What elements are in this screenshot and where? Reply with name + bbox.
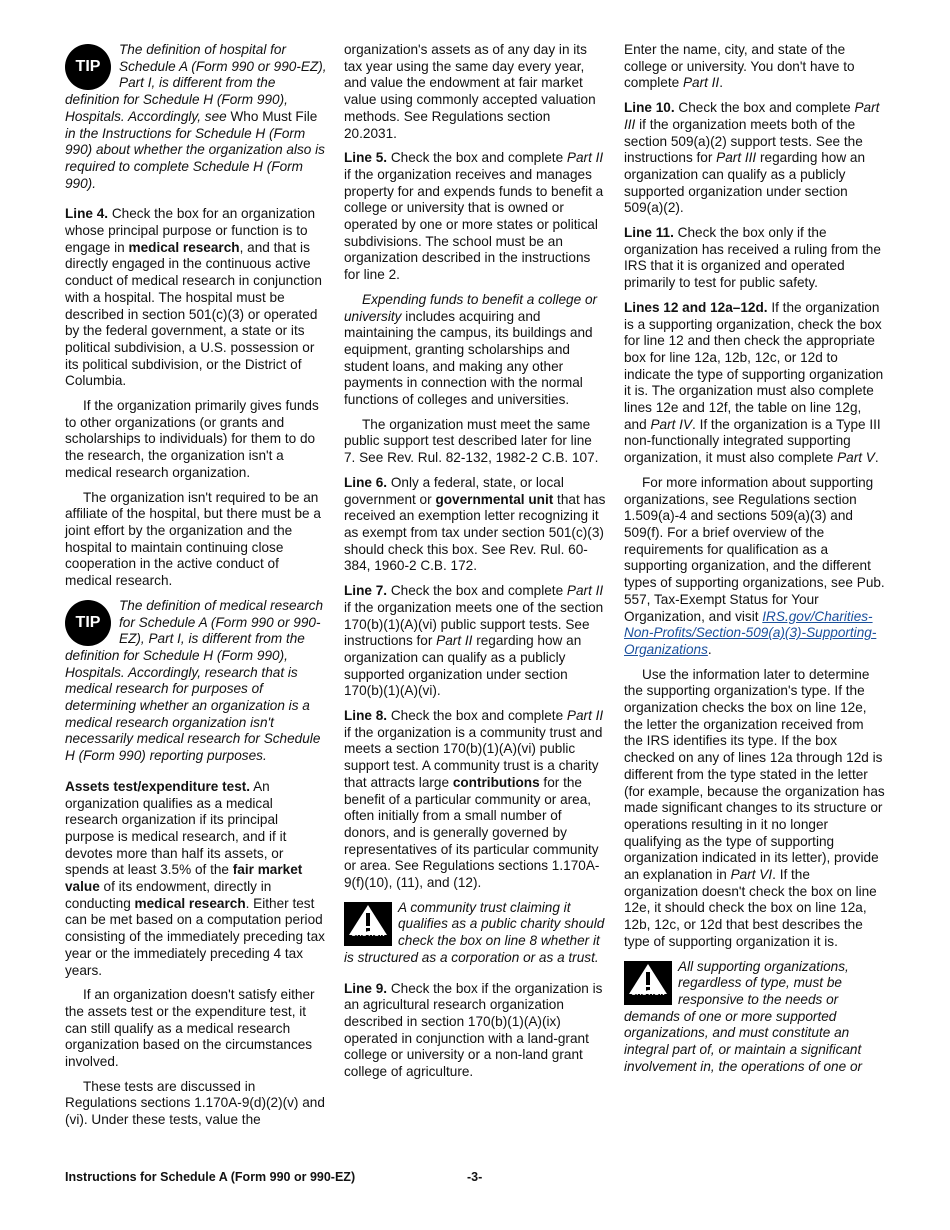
paragraph: These tests are discussed in Regulations sections 1.170A-9(d)(2)(v) and (vi). Under these tests, value the [65, 1078, 325, 1128]
line-11-paragraph: Line 11. Check the box only if the organization has received a ruling from the IRS that it is organized and operated primarily to test for public safety. [624, 225, 881, 291]
assets-test-paragraph: Assets test/expenditure test. An organization qualifies as a medical research organization if its principal purpose is medical research, and if it devotes more than half its assets, or spends at least 3.5% of the fair market value of its endowment, directly in conducting medical research. Either test can be met based on a computation period consisting of the immediately preceding tax year or the immediately preceding 4 tax years. [65, 778, 325, 978]
tip-icon: TIP [65, 44, 113, 88]
paragraph: organization's assets as of any day in its tax year using the same day every year, and value the endowment at fair market value using commonly accepted valuation methods. See Regulations section 20.2031. [344, 42, 596, 141]
line-4-paragraph: Line 4. Check the box for an organization whose principal purpose or function is to engage in medical research, and that is directly engaged in the continuous active conduct of medical research in conjunction with a hospital. The hospital must be described in section 501(c)(3) or operated by the federal government, a state or its political subdivision, a U.S. possession or its political subdivision, or the District of Columbia. [65, 206, 322, 389]
page-number: -3- [467, 1170, 483, 1184]
irs-supporting-organizations-link[interactable]: IRS.gov/Charities-Non-Profits/Section-509(a)(3)-Supporting-Organizations [624, 608, 877, 657]
footer-title: Instructions for Schedule A (Form 990 or 990-EZ) [65, 1170, 356, 1184]
paragraph: The organization must meet the same public support test described later for line 7. See Rev. Rul. 82-132, 1982-2 C.B. 107. [344, 416, 599, 466]
tip-note-medical-research: TIP The definition of medical research for Schedule A (Form 990 or 990-EZ), Part I, is different from the definition for Schedule H (Form 990), Hospitals. Accordingly, research that is medical research for purposes of determining whether an organization is a medical research organization isn't necessarily medical research for Schedule H (Form 990) reporting purposes. [65, 597, 324, 764]
column-3 [624, 42, 886, 1083]
caution-icon: CAUTION [624, 961, 672, 1001]
caution-note-community-trust: CAUTION A community trust claiming it qualifies as a public charity should check the box on line 8 whether it is structured as a corporation or as a trust. [344, 899, 605, 965]
caution-icon: CAUTION [344, 902, 392, 942]
column-1 [65, 42, 327, 1137]
paragraph: If the organization primarily gives funds to other organizations (or grants and scholarships to individuals) for them to do the research, the organization isn't a medical research organization. [65, 398, 319, 480]
line-6-paragraph: Line 6. Only a federal, state, or local government or governmental unit that has received an exemption letter recognizing it as exempt from tax under section 501(c)(3) should check this box. See Rev. Rul. 60-384, 1960-2 C.B. 172. [344, 474, 606, 574]
paragraph: Use the information later to determine the supporting organization's type. If the organization checks the box on line 12e, the letter the organization received from the IRS identifies its type. If the box checked on any of lines 12a through 12d is different from the type stated in the letter (for example, because the organization has made significant changes to its structure or operations resulting in it no longer qualifying as the type of supporting organization indicated in its letter), provide an explanation in Part VI. If the organization doesn't check the box on line 12e, it should check the box on line 12a, 12b, 12c, or 12d that best describes the type of supporting organization it is. [624, 666, 885, 949]
paragraph: Expending funds to benefit a college or university includes acquiring and maintaining the campus, its buildings and equipment, granting scholarships and student loans, and making any other payments in connection with the normal functions of colleges and universities. [344, 291, 598, 408]
paragraph: For more information about supporting organizations, see Regulations section 1.509(a)-4 and sections 509(a)(3) and 509(f). For a brief overview of the requirements for qualification as a supporting organization, and the different types of supporting organizations, see Pub. 557, Tax-Exempt Status for Your Organization, and visit IRS.gov/Charities-Non-Profits/Section-509(a)(3)-Supporting-Organizations. [624, 474, 885, 657]
line-5-paragraph: Line 5. Check the box and complete Part II if the organization receives and manages property for and expends funds to benefit a college or university that is owned or operated by one or more states or political subdivisions. The school must be an organization described in the instructions for line 2. [344, 150, 604, 283]
line-10-paragraph: Line 10. Check the box and complete Part III if the organization meets both of the section 509(a)(2) support tests. See the instructions for Part III regarding how an organization can qualify as a publicly supported organization under section 509(a)(2). [624, 100, 880, 216]
line-9-paragraph: Line 9. Check the box if the organization is an agricultural research organization described in section 170(b)(1)(A)(ix) operated in conjunction with a land-grant college or university or a non-land grant college of agriculture. [344, 980, 603, 1080]
tip-note-hospital: TIP The definition of hospital for Schedule A (Form 990 or 990-EZ), Part I, is different from the definition for Schedule H (Form 990), Hospitals. Accordingly, see Who Must File in the Instructions for Schedule H (Form 990) about whether the organization also is required to complete Schedule H (Form 990). [65, 42, 327, 191]
line-8-paragraph: Line 8. Check the box and complete Part II if the organization is a community trust and meets a section 170(b)(1)(A)(vi) public support test. A community trust is a charity that attracts large contributions for the benefit of a particular community or area, often initially from a small number of donors, and is generally governed by representatives of its particular community or area. See Regulations sections 1.170A-9(f)(10), (11), and (12). [344, 708, 604, 891]
tip-icon: TIP [65, 600, 113, 644]
paragraph: The organization isn't required to be an affiliate of the hospital, but there must be a joint effort by the organization and the hospital to maintain continuing close cooperation in the active conduct of medical research. [65, 489, 321, 589]
lines-12-paragraph: Lines 12 and 12a–12d. If the organization is a supporting organization, check the box for line 12 and then check the appropriate box for line 12a, 12b, 12c, or 12d to indicate the type of supporting organization it is. The organization must also complete lines 12e and 12f, the table on line 12g, and Part IV. If the organization is a Type III non-functionally integrated supporting organization, it must also complete Part V. [624, 299, 884, 466]
caution-note-supporting-organizations: CAUTION All supporting organizations, regardless of type, must be responsive to the needs or demands of one or more supported organizations, and must constitute an integral part of, or maintain a significant involvement in, the operations of one or [624, 958, 863, 1074]
paragraph: Enter the name, city, and state of the college or university. You don't have to complete Part II. [624, 42, 855, 91]
paragraph: If an organization doesn't satisfy either the assets test or the expenditure test, it can still qualify as a medical research organization based on the circumstances involved. [65, 987, 315, 1070]
line-7-paragraph: Line 7. Check the box and complete Part II if the organization meets one of the section 170(b)(1)(A)(vi) public support tests. See instructions for Part II regarding how an organization can qualify as a publicly supported organization under section 170(b)(1)(A)(vi). [344, 583, 604, 699]
column-2 [344, 42, 606, 1089]
